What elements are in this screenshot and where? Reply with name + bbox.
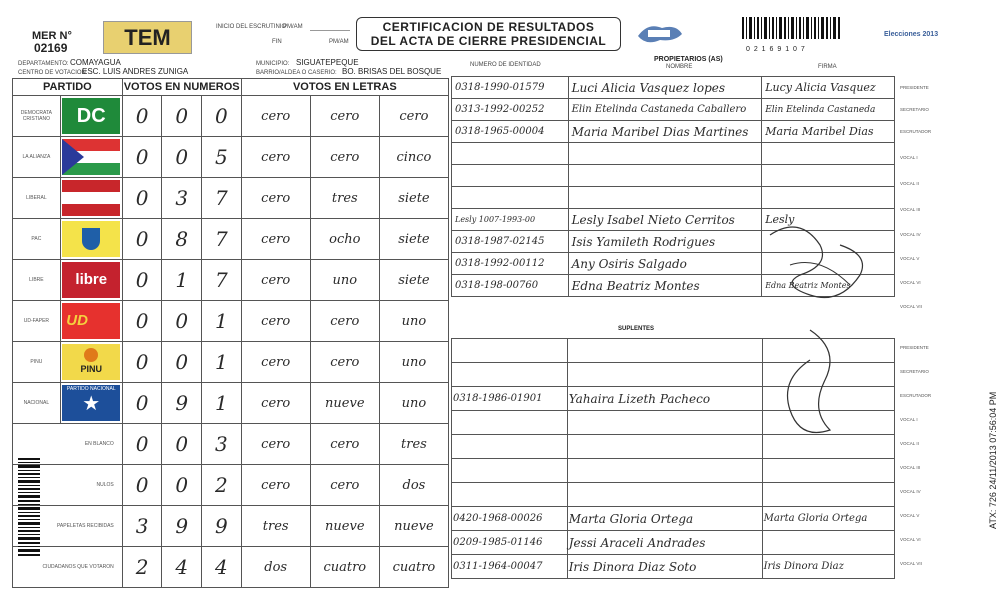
member-row: [452, 121, 895, 143]
suplente-id: [452, 483, 568, 507]
word-hundreds: cero: [241, 178, 310, 219]
member-id: [452, 165, 569, 187]
role-label: VOCAL VI: [900, 537, 921, 542]
word-units: uno: [379, 342, 448, 383]
word-units: uno: [379, 383, 448, 424]
member-name: Elin Etelinda Castaneda Caballero: [568, 99, 762, 121]
digit-tens: 0: [162, 137, 202, 178]
suplente-row: [452, 483, 895, 507]
member-row: [452, 165, 895, 187]
digit-hundreds: 0: [122, 219, 162, 260]
digit-hundreds: 0: [122, 178, 162, 219]
role-label: VOCAL III: [900, 465, 921, 470]
member-signature: Edna Beatriz Montes: [762, 275, 895, 297]
word-units: dos: [379, 465, 448, 506]
party-name: EN BLANCO: [13, 424, 123, 465]
tem-badge: TEM: [103, 21, 192, 54]
suplente-signature: [762, 459, 894, 483]
digit-hundreds: 2: [122, 547, 162, 588]
am-pm-label-1: PM/AM: [283, 24, 303, 30]
role-label: PRESIDENTE: [900, 85, 929, 90]
word-hundreds: tres: [241, 506, 310, 547]
role-label: SECRETARIO: [900, 107, 929, 112]
member-name: [568, 143, 762, 165]
member-signature: Lesly: [762, 209, 895, 231]
word-hundreds: cero: [241, 260, 310, 301]
member-id: 0318-1987-02145: [452, 231, 569, 253]
party-name: PINU: [13, 342, 61, 383]
digit-tens: 1: [162, 260, 202, 301]
role-label: VOCAL II: [900, 441, 919, 446]
role-label: VOCAL I: [900, 155, 918, 160]
word-hundreds: cero: [241, 137, 310, 178]
firma-header: FIRMA: [818, 64, 837, 70]
date-stamp: ATX: 726 24/11/2013 07:56:04 PM: [988, 391, 998, 529]
suplente-name: [567, 483, 762, 507]
pinu-logo-text: PINU: [80, 364, 102, 374]
role-label: VOCAL IV: [900, 232, 921, 237]
suplente-id: 0311-1964-00047: [452, 555, 568, 579]
digit-units: 1: [202, 301, 242, 342]
result-row-dc: [13, 96, 449, 137]
digit-hundreds: 0: [122, 465, 162, 506]
digit-tens: 3: [162, 178, 202, 219]
party-name: UD-FAPER: [13, 301, 61, 342]
suplente-id: 0420-1968-00026: [452, 507, 568, 531]
word-hundreds: cero: [241, 383, 310, 424]
word-units: cero: [379, 96, 448, 137]
alianza-flag-icon: [62, 139, 120, 175]
digit-units: 7: [202, 219, 242, 260]
member-name: Isis Yamileth Rodrigues: [568, 231, 762, 253]
cert-line-1: CERTIFICACION DE RESULTADOS: [382, 20, 595, 34]
digit-units: 5: [202, 137, 242, 178]
role-label: PRESIDENTE: [900, 345, 929, 350]
result-row-nacional: [13, 383, 449, 424]
result-row-pac: [13, 219, 449, 260]
word-tens: cero: [310, 301, 379, 342]
party-logo-pinu: [60, 342, 122, 383]
propietarios-header: PROPIETARIOS (AS): [654, 56, 723, 63]
suplente-id: 0318-1986-01901: [452, 387, 568, 411]
word-units: cuatro: [379, 547, 448, 588]
suplente-row: [452, 531, 895, 555]
digit-units: 3: [202, 424, 242, 465]
digit-tens: 4: [162, 547, 202, 588]
word-tens: nueve: [310, 506, 379, 547]
word-tens: tres: [310, 178, 379, 219]
partido-header: PARTIDO: [13, 79, 123, 96]
party-name: LIBRE: [13, 260, 61, 301]
role-label: VOCAL V: [900, 256, 920, 261]
word-hundreds: cero: [241, 465, 310, 506]
role-label: ESCRUTADOR: [900, 393, 932, 398]
word-units: siete: [379, 219, 448, 260]
member-name: Luci Alicia Vasquez lopes: [568, 77, 762, 99]
digit-hundreds: 0: [122, 301, 162, 342]
mer-number: 02169: [34, 41, 68, 55]
suplente-name: [567, 435, 762, 459]
member-id: [452, 143, 569, 165]
centro-value: ESC. LUIS ANDRES ZUNIGA: [82, 67, 189, 76]
digit-tens: 0: [162, 301, 202, 342]
suplente-id: [452, 459, 568, 483]
word-tens: cuatro: [310, 547, 379, 588]
word-units: siete: [379, 178, 448, 219]
word-tens: uno: [310, 260, 379, 301]
role-label: VOCAL II: [900, 181, 919, 186]
party-name: NULOS: [13, 465, 123, 506]
member-signature: [762, 187, 895, 209]
suplente-signature: Iris Dinora Diaz: [762, 555, 894, 579]
result-row-liberal: [13, 178, 449, 219]
member-name: Any Osiris Salgado: [568, 253, 762, 275]
word-tens: ocho: [310, 219, 379, 260]
role-label: VOCAL V: [900, 513, 920, 518]
digit-hundreds: 0: [122, 260, 162, 301]
result-row-votaron: [13, 547, 449, 588]
signature-scribble-2: [770, 320, 860, 450]
member-signature: [762, 165, 895, 187]
member-row: [452, 187, 895, 209]
nacional-logo-text: PARTIDO NACIONAL: [66, 386, 116, 392]
municipio-label: MUNICIPIO:: [256, 61, 290, 67]
party-name: LIBERAL: [13, 178, 61, 219]
suplente-name: Marta Gloria Ortega: [567, 507, 762, 531]
party-logo-alianza: [60, 137, 122, 178]
digit-tens: 0: [162, 424, 202, 465]
suplente-name: Iris Dinora Diaz Soto: [567, 555, 762, 579]
suplente-signature: Marta Gloria Ortega: [762, 507, 894, 531]
suplente-id: [452, 411, 568, 435]
digit-tens: 0: [162, 465, 202, 506]
party-name: LA ALIANZA: [13, 137, 61, 178]
role-label: VOCAL I: [900, 417, 918, 422]
word-hundreds: cero: [241, 301, 310, 342]
digit-units: 1: [202, 342, 242, 383]
digit-tens: 8: [162, 219, 202, 260]
digit-hundreds: 0: [122, 424, 162, 465]
suplente-signature: [762, 531, 894, 555]
digit-units: 0: [202, 96, 242, 137]
departamento-value: COMAYAGUA: [70, 58, 121, 67]
member-id: 0313-1992-00252: [452, 99, 569, 121]
word-tens: cero: [310, 342, 379, 383]
member-signature: Elin Etelinda Castaneda: [762, 99, 895, 121]
digit-units: 2: [202, 465, 242, 506]
suplentes-header: SUPLENTES: [618, 326, 655, 332]
word-hundreds: cero: [241, 219, 310, 260]
barrio-value: BO. BRISAS DEL BOSQUE: [342, 67, 442, 76]
identidad-header: NUMERO DE IDENTIDAD: [470, 62, 541, 68]
party-logo-pac: [60, 219, 122, 260]
certification-title-box: [356, 17, 621, 51]
word-tens: cero: [310, 424, 379, 465]
digit-hundreds: 3: [122, 506, 162, 547]
digit-hundreds: 0: [122, 383, 162, 424]
suplente-id: [452, 339, 568, 363]
digit-hundreds: 0: [122, 137, 162, 178]
word-units: siete: [379, 260, 448, 301]
member-signature: Maria Maribel Dias: [762, 121, 895, 143]
member-name: [568, 187, 762, 209]
pac-shield-icon: [62, 221, 120, 257]
word-units: tres: [379, 424, 448, 465]
digit-hundreds: 0: [122, 96, 162, 137]
role-label: VOCAL VI: [900, 280, 921, 285]
role-label: VOCAL IV: [900, 489, 921, 494]
member-id: 0318-1965-00004: [452, 121, 569, 143]
digit-units: 4: [202, 547, 242, 588]
digit-units: 1: [202, 383, 242, 424]
party-logo-dc: [60, 96, 122, 137]
member-row: [452, 99, 895, 121]
word-hundreds: dos: [241, 547, 310, 588]
liberal-flag-icon: [62, 180, 120, 216]
party-name: PAPELETAS RECIBIDAS: [13, 506, 123, 547]
side-barcode: [18, 458, 40, 558]
suplente-name: [567, 363, 762, 387]
suplente-row: [452, 507, 895, 531]
centro-label: CENTRO DE VOTACION:: [18, 70, 88, 76]
role-label: VOCAL III: [900, 207, 921, 212]
am-pm-label-2: PM/AM: [329, 39, 349, 45]
result-row-ud: [13, 301, 449, 342]
inicio-label: INICIO DEL ESCRUTINIO: [216, 24, 287, 30]
word-hundreds: cero: [241, 96, 310, 137]
role-label: ESCRUTADOR: [900, 129, 932, 134]
digit-tens: 9: [162, 506, 202, 547]
word-hundreds: cero: [241, 424, 310, 465]
ud-logo-text: UD: [62, 303, 120, 339]
result-row-blanco: [13, 424, 449, 465]
word-tens: cero: [310, 96, 379, 137]
role-label: VOCAL VII: [900, 304, 922, 309]
party-name: PAC: [13, 219, 61, 260]
digit-units: 9: [202, 506, 242, 547]
suplente-row: [452, 459, 895, 483]
result-row-libre: [13, 260, 449, 301]
member-signature: Lucy Alicia Vasquez: [762, 77, 895, 99]
digit-hundreds: 0: [122, 342, 162, 383]
results-table: [12, 78, 449, 588]
member-id: 0318-198-00760: [452, 275, 569, 297]
libre-logo-text: libre: [62, 262, 120, 298]
result-row-alianza: [13, 137, 449, 178]
result-row-pinu: [13, 342, 449, 383]
dc-logo-text: DC: [62, 98, 120, 134]
departamento-label: DEPARTAMENTO:: [18, 61, 69, 67]
fin-label: FIN: [272, 39, 282, 45]
elecciones-logo: Elecciones 2013: [884, 31, 939, 38]
member-row: [452, 143, 895, 165]
member-row: [452, 77, 895, 99]
member-id: Lesly 1007-1993-00: [452, 209, 569, 231]
party-logo-libre: [60, 260, 122, 301]
word-units: nueve: [379, 506, 448, 547]
barrio-label: BARRIO/ALDEA O CASERIO:: [256, 70, 337, 76]
word-units: uno: [379, 301, 448, 342]
suplente-id: 0209-1985-01146: [452, 531, 568, 555]
member-name: [568, 165, 762, 187]
party-logo-liberal: [60, 178, 122, 219]
barcode-number: 0 2 1 6 9 1 0 7: [746, 46, 806, 53]
signature-scribble: [760, 215, 880, 315]
party-logo-ud: [60, 301, 122, 342]
inicio-line: [310, 30, 350, 31]
suplente-row: [452, 555, 895, 579]
pinu-logo: [62, 344, 120, 380]
suplente-name: Yahaira Lizeth Pacheco: [567, 387, 762, 411]
party-name: CIUDADANOS QUE VOTARON: [13, 547, 123, 588]
word-hundreds: cero: [241, 342, 310, 383]
suplente-id: [452, 435, 568, 459]
barcode: [742, 17, 842, 47]
member-id: [452, 187, 569, 209]
member-id: 0318-1992-00112: [452, 253, 569, 275]
nombre-header: NOMBRE: [666, 64, 693, 70]
word-tens: cero: [310, 465, 379, 506]
word-units: cinco: [379, 137, 448, 178]
member-id: 0318-1990-01579: [452, 77, 569, 99]
nacional-logo: [62, 385, 120, 421]
result-row-nulos: [13, 465, 449, 506]
votos-numeros-header: VOTOS EN NUMEROS: [122, 79, 241, 96]
member-name: Lesly Isabel Nieto Cerritos: [568, 209, 762, 231]
party-logo-nacional: [60, 383, 122, 424]
member-name: Maria Maribel Dias Martines: [568, 121, 762, 143]
digit-tens: 9: [162, 383, 202, 424]
municipio-value: SIGUATEPEQUE: [296, 58, 359, 67]
suplente-name: Jessi Araceli Andrades: [567, 531, 762, 555]
suplente-name: [567, 459, 762, 483]
word-tens: cero: [310, 137, 379, 178]
result-row-papeletas: [13, 506, 449, 547]
party-name: NACIONAL: [13, 383, 61, 424]
suplente-name: [567, 339, 762, 363]
pinu-sun-icon: [84, 348, 98, 362]
cert-line-2: DEL ACTA DE CIERRE PRESIDENCIAL: [370, 34, 607, 48]
star-icon: ★: [82, 393, 101, 415]
suplente-id: [452, 363, 568, 387]
digit-units: 7: [202, 260, 242, 301]
member-signature: [762, 143, 895, 165]
tse-logo: [636, 20, 684, 48]
results-body: [13, 96, 449, 588]
digit-tens: 0: [162, 96, 202, 137]
mer-label: MER N°: [32, 30, 72, 42]
suplente-signature: [762, 483, 894, 507]
role-label: VOCAL VII: [900, 561, 922, 566]
member-name: Edna Beatriz Montes: [568, 275, 762, 297]
suplente-name: [567, 411, 762, 435]
party-name: DEMOCRATA CRISTIANO: [13, 96, 61, 137]
word-tens: nueve: [310, 383, 379, 424]
digit-units: 7: [202, 178, 242, 219]
digit-tens: 0: [162, 342, 202, 383]
votos-letras-header: VOTOS EN LETRAS: [241, 79, 448, 96]
role-label: SECRETARIO: [900, 369, 929, 374]
